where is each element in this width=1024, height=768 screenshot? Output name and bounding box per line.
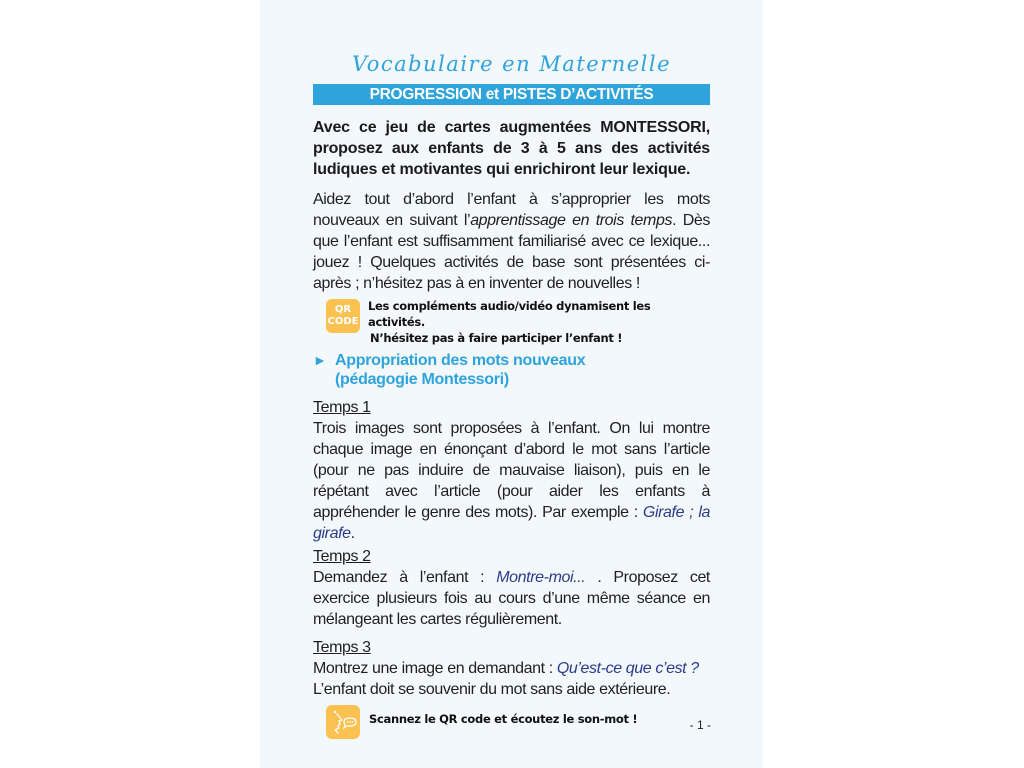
step-3-label: Temps 3 xyxy=(313,639,371,656)
step-1-text xyxy=(313,418,710,544)
script-title: Vocabulaire en Maternelle xyxy=(351,52,672,76)
section-title-line2: (pédagogie Montessori) xyxy=(335,371,509,388)
qr-note-text xyxy=(368,298,710,346)
qr-badge-line2: CODE xyxy=(327,316,359,327)
step-text: Demandez à l’enfant : xyxy=(313,569,497,586)
example-quote: Qu’est-ce que c’est ? xyxy=(556,660,699,677)
section-heading xyxy=(313,351,710,389)
page-number: - 1 - xyxy=(689,718,711,732)
step-1-label: Temps 1 xyxy=(313,399,371,416)
intro-paragraph: Avec ce jeu de cartes augmentées MONTESSORI, proposez aux enfants de 3 à 5 ans des activités ludiques et motivantes qui enrichiront leur lexique. xyxy=(313,119,710,178)
qr-note-line2: N’hésitez pas à faire participer l’enfant ! xyxy=(370,331,623,345)
document-page xyxy=(260,0,763,768)
example-quote: Montre-moi... xyxy=(496,569,586,586)
triangle-right-icon: ► xyxy=(313,352,327,368)
step-2-label: Temps 2 xyxy=(313,548,371,565)
step-text: Trois images sont proposées à l’enfant. On lui montre chaque image en énonçant d’abord le mot sans l’article (pour ne pas induire de mauvaise liaison), puis en le répétant avec l’article (pour aider les enfants à appréhender le genre des mots). Par exemple : xyxy=(313,420,710,521)
qr-badge-line1: QR xyxy=(334,304,352,315)
page-content xyxy=(313,117,710,742)
section-banner: PROGRESSION et PISTES D’ACTIVITÉS xyxy=(313,84,710,105)
paragraph-text: . Dès que l’enfant est suffisamment familiarisé avec ce lexique... jouez ! Quelques activités de base sont présentées ci-après ; n’hésitez pas à en inventer de nouvelles ! xyxy=(313,212,710,292)
step-text: . xyxy=(350,525,355,542)
step-text: . Proposez cet exercice plusieurs fois au cours d’une même séance en mélangeant les cartes régulièrement. xyxy=(313,569,710,628)
step-3-text xyxy=(313,658,710,700)
qr-code-icon xyxy=(326,299,360,333)
speaking-head-icon xyxy=(326,705,360,739)
qr-code-note xyxy=(313,297,710,345)
audio-note xyxy=(313,702,710,742)
paragraph-emphasis: apprentissage en trois temps xyxy=(470,212,673,229)
audio-note-text: Scannez le QR code et écoutez le son-mot ! xyxy=(369,712,638,726)
body-paragraph xyxy=(313,189,710,294)
step-text: L’enfant doit se souvenir du mot sans aide extérieure. xyxy=(313,681,671,698)
example-quote: Girafe ; la girafe xyxy=(313,504,711,542)
section-title-line1: Appropriation des mots nouveaux xyxy=(335,352,586,369)
qr-note-line1: Les compléments audio/vidéo dynamisent les activités. xyxy=(368,299,651,329)
step-2-text xyxy=(313,567,710,630)
paragraph-text: Aidez tout d’abord l’enfant à s’approprier les mots nouveaux en suivant l’ xyxy=(313,191,710,229)
step-text: Montrez une image en demandant : xyxy=(313,660,557,677)
